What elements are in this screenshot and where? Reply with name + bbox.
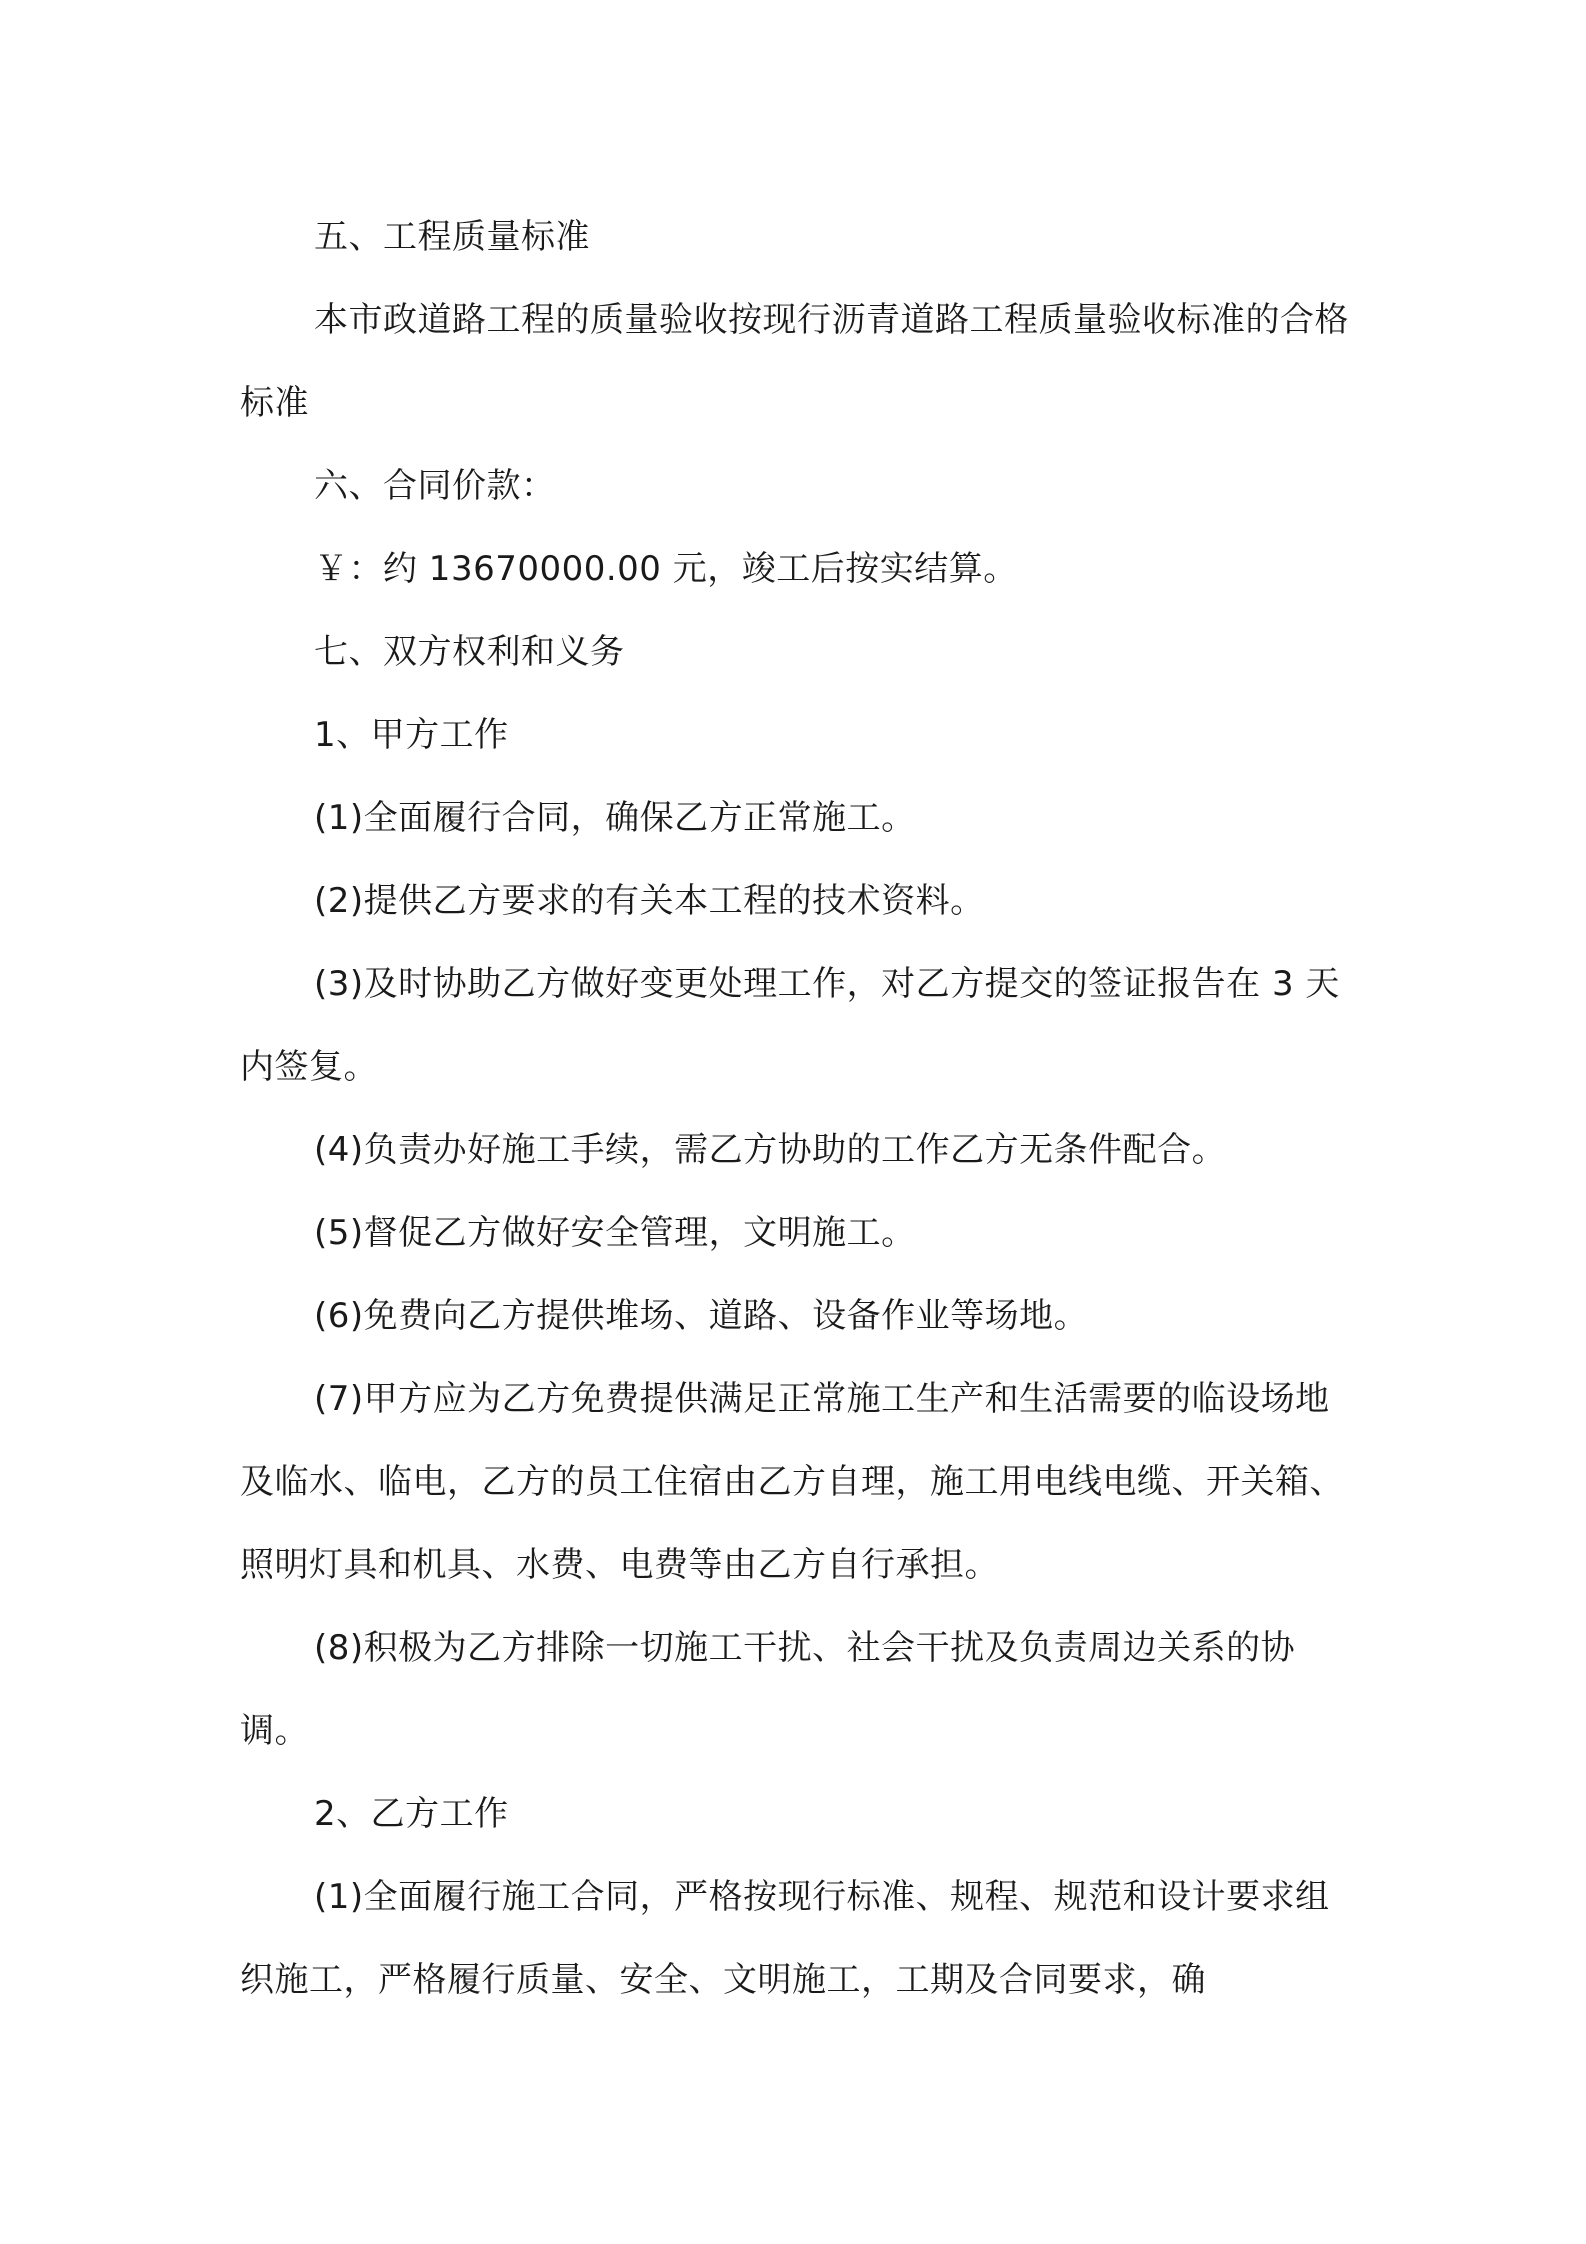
subsection-heading-party-a: 1、甲方工作 [314,715,509,755]
quality-standard-text: 本市政道路工程的质量验收按现行沥青道路工程质量验收标准的合格标准 [240,300,1349,423]
party-a-item-8: (8)积极为乙方排除一切施工干扰、社会干扰及负责周边关系的协调。 [240,1628,1296,1751]
subsection-heading-party-b: 2、乙方工作 [314,1794,509,1834]
section-heading-rights-obligations: 七、双方权利和义务 [314,632,625,672]
party-a-item-4: (4)负责办好施工手续，需乙方协助的工作乙方无条件配合。 [314,1130,1227,1170]
party-a-item-5: (5)督促乙方做好安全管理，文明施工。 [314,1213,916,1253]
party-a-item-7: (7)甲方应为乙方免费提供满足正常施工生产和生活需要的临设场地及临水、临电，乙方的员工住宿由乙方自理，施工用电线电缆、开关箱、照明灯具和机具、水费、电费等由乙方自行承担。 [240,1379,1344,1585]
section-heading-contract-price: 六、合同价款： [314,466,556,506]
party-a-item-2: (2)提供乙方要求的有关本工程的技术资料。 [314,881,985,921]
party-a-item-6: (6)免费向乙方提供堆场、道路、设备作业等场地。 [314,1296,1089,1336]
party-a-item-3: (3)及时协助乙方做好变更处理工作，对乙方提交的签证报告在 3 天内签复。 [240,964,1340,1087]
section-heading-quality-standard: 五、工程质量标准 [314,217,590,257]
party-a-item-1: (1)全面履行合同，确保乙方正常施工。 [314,798,916,838]
document-body [240,196,1360,2022]
party-b-item-1: (1)全面履行施工合同，严格按现行标准、规程、规范和设计要求组织施工，严格履行质量、安全、文明施工，工期及合同要求，确 [240,1877,1330,2000]
contract-price-text: ￥：约 13670000.00 元，竣工后按实结算。 [314,549,1018,589]
